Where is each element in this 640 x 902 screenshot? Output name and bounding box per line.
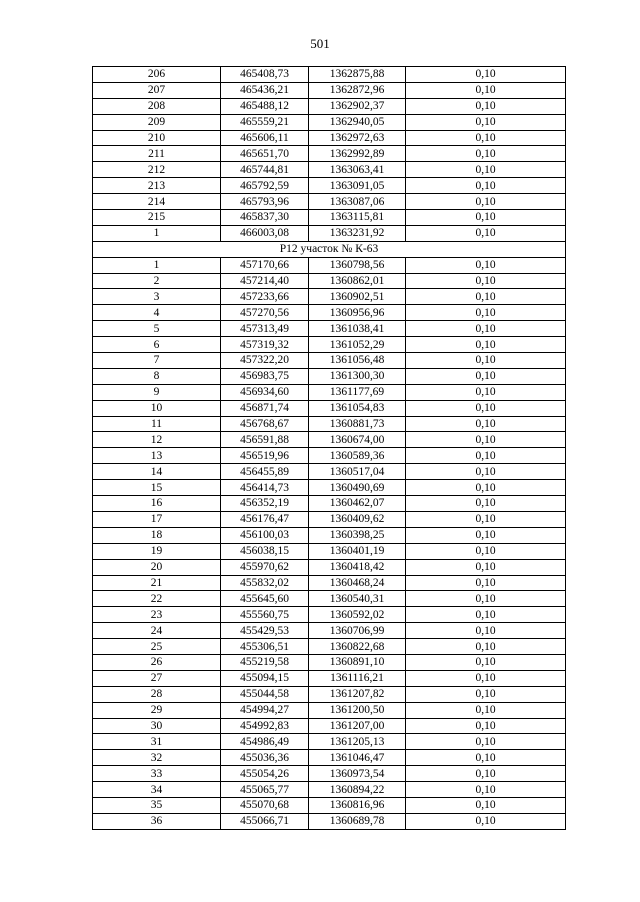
value-cell: 0,10: [406, 273, 566, 289]
y-coordinate-cell: 1361116,21: [309, 670, 406, 686]
table-row: [93, 210, 566, 226]
x-coordinate-cell: 455094,15: [221, 670, 309, 686]
y-coordinate-cell: 1360706,99: [309, 623, 406, 639]
x-coordinate-cell: 456591,88: [221, 432, 309, 448]
y-coordinate-cell: 1360409,62: [309, 511, 406, 527]
y-coordinate-cell: 1360592,02: [309, 607, 406, 623]
x-coordinate-cell: 455560,75: [221, 607, 309, 623]
point-number-cell: 1: [93, 225, 221, 241]
y-coordinate-cell: 1363091,05: [309, 178, 406, 194]
value-cell: 0,10: [406, 670, 566, 686]
table-row: [93, 623, 566, 639]
value-cell: 0,10: [406, 353, 566, 369]
y-coordinate-cell: 1361052,29: [309, 337, 406, 353]
value-cell: 0,10: [406, 416, 566, 432]
table-row: [93, 67, 566, 83]
x-coordinate-cell: 455070,68: [221, 797, 309, 813]
y-coordinate-cell: 1360418,42: [309, 559, 406, 575]
value-cell: 0,10: [406, 162, 566, 178]
table-row: [93, 782, 566, 798]
coordinates-table: [92, 66, 566, 830]
table-row: [93, 384, 566, 400]
x-coordinate-cell: 455832,02: [221, 575, 309, 591]
table-row: [93, 496, 566, 512]
table-row: [93, 527, 566, 543]
value-cell: 0,10: [406, 130, 566, 146]
table-row: [93, 130, 566, 146]
point-number-cell: 31: [93, 734, 221, 750]
y-coordinate-cell: 1361056,48: [309, 353, 406, 369]
point-number-cell: 9: [93, 384, 221, 400]
value-cell: 0,10: [406, 464, 566, 480]
value-cell: 0,10: [406, 321, 566, 337]
y-coordinate-cell: 1360973,54: [309, 766, 406, 782]
x-coordinate-cell: 455044,58: [221, 686, 309, 702]
x-coordinate-cell: 465793,96: [221, 194, 309, 210]
point-number-cell: 13: [93, 448, 221, 464]
point-number-cell: 10: [93, 400, 221, 416]
table-row: [93, 686, 566, 702]
x-coordinate-cell: 456352,19: [221, 496, 309, 512]
table-row: [93, 639, 566, 655]
x-coordinate-cell: 456934,60: [221, 384, 309, 400]
table-row: [93, 98, 566, 114]
x-coordinate-cell: 456038,15: [221, 543, 309, 559]
value-cell: 0,10: [406, 194, 566, 210]
table-row: [93, 353, 566, 369]
y-coordinate-cell: 1363115,81: [309, 210, 406, 226]
y-coordinate-cell: 1360956,96: [309, 305, 406, 321]
x-coordinate-cell: 455645,60: [221, 591, 309, 607]
x-coordinate-cell: 454986,49: [221, 734, 309, 750]
y-coordinate-cell: 1361038,41: [309, 321, 406, 337]
point-number-cell: 30: [93, 718, 221, 734]
table-row: [93, 543, 566, 559]
point-number-cell: 18: [93, 527, 221, 543]
table-row: [93, 289, 566, 305]
x-coordinate-cell: 456871,74: [221, 400, 309, 416]
y-coordinate-cell: 1360689,78: [309, 813, 406, 829]
x-coordinate-cell: 456100,03: [221, 527, 309, 543]
point-number-cell: 11: [93, 416, 221, 432]
point-number-cell: 27: [93, 670, 221, 686]
point-number-cell: 212: [93, 162, 221, 178]
x-coordinate-cell: 457322,20: [221, 353, 309, 369]
x-coordinate-cell: 465559,21: [221, 114, 309, 130]
point-number-cell: 15: [93, 480, 221, 496]
y-coordinate-cell: 1360894,22: [309, 782, 406, 798]
x-coordinate-cell: 457233,66: [221, 289, 309, 305]
value-cell: 0,10: [406, 639, 566, 655]
y-coordinate-cell: 1362902,37: [309, 98, 406, 114]
value-cell: 0,10: [406, 797, 566, 813]
value-cell: 0,10: [406, 67, 566, 83]
table-row: [93, 368, 566, 384]
x-coordinate-cell: 465651,70: [221, 146, 309, 162]
value-cell: 0,10: [406, 114, 566, 130]
y-coordinate-cell: 1360798,56: [309, 257, 406, 273]
x-coordinate-cell: 455054,26: [221, 766, 309, 782]
point-number-cell: 21: [93, 575, 221, 591]
point-number-cell: 20: [93, 559, 221, 575]
point-number-cell: 12: [93, 432, 221, 448]
y-coordinate-cell: 1360398,25: [309, 527, 406, 543]
value-cell: 0,10: [406, 210, 566, 226]
x-coordinate-cell: 455036,36: [221, 750, 309, 766]
table-row: [93, 670, 566, 686]
value-cell: 0,10: [406, 337, 566, 353]
value-cell: 0,10: [406, 718, 566, 734]
table-row: [93, 448, 566, 464]
table-row: [93, 591, 566, 607]
value-cell: 0,10: [406, 686, 566, 702]
value-cell: 0,10: [406, 146, 566, 162]
point-number-cell: 6: [93, 337, 221, 353]
table-row: [93, 480, 566, 496]
y-coordinate-cell: 1362972,63: [309, 130, 406, 146]
table-row: [93, 797, 566, 813]
value-cell: 0,10: [406, 511, 566, 527]
table-row: [93, 559, 566, 575]
y-coordinate-cell: 1362872,96: [309, 82, 406, 98]
value-cell: 0,10: [406, 527, 566, 543]
point-number-cell: 22: [93, 591, 221, 607]
table-row: [93, 178, 566, 194]
value-cell: 0,10: [406, 591, 566, 607]
y-coordinate-cell: 1360462,07: [309, 496, 406, 512]
table-row: [93, 416, 566, 432]
table-row: [93, 194, 566, 210]
point-number-cell: 8: [93, 368, 221, 384]
value-cell: 0,10: [406, 654, 566, 670]
x-coordinate-cell: 457313,49: [221, 321, 309, 337]
x-coordinate-cell: 457319,32: [221, 337, 309, 353]
point-number-cell: 209: [93, 114, 221, 130]
point-number-cell: 16: [93, 496, 221, 512]
y-coordinate-cell: 1362940,05: [309, 114, 406, 130]
point-number-cell: 1: [93, 257, 221, 273]
point-number-cell: 210: [93, 130, 221, 146]
x-coordinate-cell: 455219,58: [221, 654, 309, 670]
table-row: [93, 257, 566, 273]
table-row: [93, 400, 566, 416]
table-row: [93, 273, 566, 289]
value-cell: 0,10: [406, 734, 566, 750]
y-coordinate-cell: 1360540,31: [309, 591, 406, 607]
point-number-cell: 208: [93, 98, 221, 114]
value-cell: 0,10: [406, 559, 566, 575]
point-number-cell: 3: [93, 289, 221, 305]
table-row: [93, 734, 566, 750]
value-cell: 0,10: [406, 400, 566, 416]
point-number-cell: 5: [93, 321, 221, 337]
point-number-cell: 33: [93, 766, 221, 782]
y-coordinate-cell: 1361207,00: [309, 718, 406, 734]
table-row: [93, 654, 566, 670]
table-row: [93, 607, 566, 623]
point-number-cell: 7: [93, 353, 221, 369]
value-cell: 0,10: [406, 368, 566, 384]
table-row: [93, 162, 566, 178]
x-coordinate-cell: 454992,83: [221, 718, 309, 734]
x-coordinate-cell: 465744,81: [221, 162, 309, 178]
value-cell: 0,10: [406, 305, 566, 321]
point-number-cell: 23: [93, 607, 221, 623]
x-coordinate-cell: 457214,40: [221, 273, 309, 289]
y-coordinate-cell: 1361177,69: [309, 384, 406, 400]
value-cell: 0,10: [406, 813, 566, 829]
table-row: [93, 702, 566, 718]
point-number-cell: 4: [93, 305, 221, 321]
value-cell: 0,10: [406, 766, 566, 782]
y-coordinate-cell: 1360517,04: [309, 464, 406, 480]
table-row: [93, 114, 566, 130]
y-coordinate-cell: 1361205,13: [309, 734, 406, 750]
point-number-cell: 2: [93, 273, 221, 289]
point-number-cell: 35: [93, 797, 221, 813]
table-row: [93, 337, 566, 353]
point-number-cell: 34: [93, 782, 221, 798]
y-coordinate-cell: 1361046,47: [309, 750, 406, 766]
table-row: [93, 321, 566, 337]
point-number-cell: 29: [93, 702, 221, 718]
value-cell: 0,10: [406, 607, 566, 623]
x-coordinate-cell: 456983,75: [221, 368, 309, 384]
table-row: [93, 82, 566, 98]
point-number-cell: 26: [93, 654, 221, 670]
table-row: [93, 432, 566, 448]
table-row: [93, 766, 566, 782]
point-number-cell: 28: [93, 686, 221, 702]
x-coordinate-cell: 454994,27: [221, 702, 309, 718]
point-number-cell: 24: [93, 623, 221, 639]
table-row: [93, 750, 566, 766]
table-row: [93, 305, 566, 321]
point-number-cell: 17: [93, 511, 221, 527]
value-cell: 0,10: [406, 496, 566, 512]
y-coordinate-cell: 1363063,41: [309, 162, 406, 178]
y-coordinate-cell: 1361200,50: [309, 702, 406, 718]
y-coordinate-cell: 1360816,96: [309, 797, 406, 813]
value-cell: 0,10: [406, 178, 566, 194]
value-cell: 0,10: [406, 782, 566, 798]
point-number-cell: 215: [93, 210, 221, 226]
x-coordinate-cell: 456414,73: [221, 480, 309, 496]
y-coordinate-cell: 1363231,92: [309, 225, 406, 241]
value-cell: 0,10: [406, 432, 566, 448]
value-cell: 0,10: [406, 623, 566, 639]
value-cell: 0,10: [406, 448, 566, 464]
y-coordinate-cell: 1362992,89: [309, 146, 406, 162]
point-number-cell: 32: [93, 750, 221, 766]
y-coordinate-cell: 1360674,00: [309, 432, 406, 448]
x-coordinate-cell: 456176,47: [221, 511, 309, 527]
x-coordinate-cell: 456455,89: [221, 464, 309, 480]
y-coordinate-cell: 1361207,82: [309, 686, 406, 702]
value-cell: 0,10: [406, 480, 566, 496]
x-coordinate-cell: 465792,59: [221, 178, 309, 194]
point-number-cell: 213: [93, 178, 221, 194]
x-coordinate-cell: 455970,62: [221, 559, 309, 575]
value-cell: 0,10: [406, 750, 566, 766]
y-coordinate-cell: 1360490,69: [309, 480, 406, 496]
y-coordinate-cell: 1360891,10: [309, 654, 406, 670]
table-row: [93, 511, 566, 527]
point-number-cell: 36: [93, 813, 221, 829]
y-coordinate-cell: 1362875,88: [309, 67, 406, 83]
table-row: [93, 813, 566, 829]
point-number-cell: 211: [93, 146, 221, 162]
y-coordinate-cell: 1360881,73: [309, 416, 406, 432]
y-coordinate-cell: 1361300,30: [309, 368, 406, 384]
table-row: [93, 464, 566, 480]
x-coordinate-cell: 456768,67: [221, 416, 309, 432]
x-coordinate-cell: 465606,11: [221, 130, 309, 146]
point-number-cell: 207: [93, 82, 221, 98]
x-coordinate-cell: 457270,56: [221, 305, 309, 321]
x-coordinate-cell: 456519,96: [221, 448, 309, 464]
x-coordinate-cell: 466003,08: [221, 225, 309, 241]
page-number: 501: [310, 36, 330, 51]
y-coordinate-cell: 1360902,51: [309, 289, 406, 305]
table-row: [93, 718, 566, 734]
x-coordinate-cell: 465837,30: [221, 210, 309, 226]
point-number-cell: 214: [93, 194, 221, 210]
section-title: Р12 участок № К-63: [93, 241, 566, 257]
y-coordinate-cell: 1360822,68: [309, 639, 406, 655]
x-coordinate-cell: 457170,66: [221, 257, 309, 273]
point-number-cell: 14: [93, 464, 221, 480]
value-cell: 0,10: [406, 543, 566, 559]
y-coordinate-cell: 1361054,83: [309, 400, 406, 416]
y-coordinate-cell: 1360862,01: [309, 273, 406, 289]
value-cell: 0,10: [406, 702, 566, 718]
y-coordinate-cell: 1363087,06: [309, 194, 406, 210]
value-cell: 0,10: [406, 575, 566, 591]
x-coordinate-cell: 455429,53: [221, 623, 309, 639]
x-coordinate-cell: 465408,73: [221, 67, 309, 83]
table-row: [93, 575, 566, 591]
value-cell: 0,10: [406, 225, 566, 241]
x-coordinate-cell: 455306,51: [221, 639, 309, 655]
value-cell: 0,10: [406, 289, 566, 305]
x-coordinate-cell: 455065,77: [221, 782, 309, 798]
x-coordinate-cell: 465436,21: [221, 82, 309, 98]
value-cell: 0,10: [406, 257, 566, 273]
x-coordinate-cell: 465488,12: [221, 98, 309, 114]
coordinates-table-body: [93, 67, 566, 830]
point-number-cell: 25: [93, 639, 221, 655]
section-header-row: [93, 241, 566, 257]
point-number-cell: 19: [93, 543, 221, 559]
table-row: [93, 225, 566, 241]
y-coordinate-cell: 1360468,24: [309, 575, 406, 591]
value-cell: 0,10: [406, 82, 566, 98]
point-number-cell: 206: [93, 67, 221, 83]
table-row: [93, 146, 566, 162]
value-cell: 0,10: [406, 384, 566, 400]
y-coordinate-cell: 1360401,19: [309, 543, 406, 559]
value-cell: 0,10: [406, 98, 566, 114]
y-coordinate-cell: 1360589,36: [309, 448, 406, 464]
x-coordinate-cell: 455066,71: [221, 813, 309, 829]
